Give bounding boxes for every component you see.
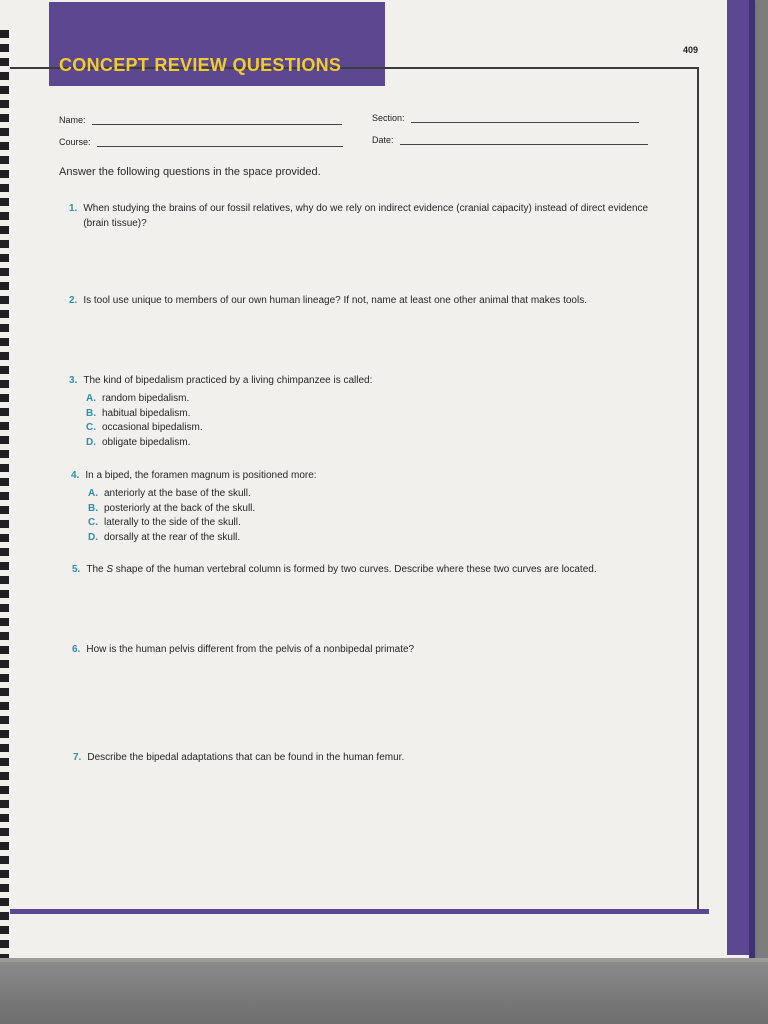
question-text: Is tool use unique to members of our own human lineage? If not, name at least one other animal that makes tools. bbox=[83, 295, 587, 306]
section-label: Section: bbox=[372, 113, 405, 123]
course-label: Course: bbox=[59, 137, 91, 147]
option-c[interactable] bbox=[86, 421, 669, 436]
page-title: CONCEPT REVIEW QUESTIONS bbox=[59, 55, 342, 75]
option-text: laterally to the side of the skull. bbox=[104, 517, 241, 528]
option-b[interactable] bbox=[88, 502, 671, 517]
right-accent-bar-edge bbox=[749, 0, 755, 962]
date-line[interactable] bbox=[400, 144, 648, 145]
question-text: The kind of bipedalism practiced by a living chimpanzee is called: bbox=[83, 375, 373, 386]
question-number: 5. bbox=[72, 564, 81, 575]
option-d[interactable] bbox=[88, 531, 671, 546]
question-7 bbox=[73, 750, 673, 765]
question-number: 7. bbox=[73, 752, 82, 763]
question-text: How is the human pelvis different from the pelvis of a nonbipedal primate? bbox=[86, 644, 415, 655]
question-number: 3. bbox=[69, 375, 78, 386]
option-letter: B. bbox=[88, 502, 98, 514]
answer-options bbox=[86, 392, 669, 450]
spiral-binding bbox=[0, 30, 9, 960]
date-field[interactable] bbox=[372, 135, 648, 145]
option-letter: D. bbox=[88, 531, 98, 543]
question-6 bbox=[72, 642, 672, 657]
option-a[interactable] bbox=[88, 487, 671, 502]
option-c[interactable] bbox=[88, 516, 671, 531]
option-letter: A. bbox=[86, 393, 96, 404]
option-letter: C. bbox=[86, 422, 96, 433]
option-letter: D. bbox=[86, 436, 96, 448]
date-label: Date: bbox=[372, 135, 394, 145]
option-text: obligate bipedalism. bbox=[102, 436, 191, 448]
question-number: 6. bbox=[72, 644, 81, 655]
question-text: Describe the bipedal adaptations that can be found in the human femur. bbox=[87, 752, 405, 763]
question-text-end: shape of the human vertebral column is formed by two curves. Describe where these two curves are located. bbox=[113, 564, 597, 575]
question-text: In a biped, the foramen magnum is positioned more: bbox=[85, 470, 317, 481]
option-text: dorsally at the rear of the skull. bbox=[104, 531, 241, 543]
question-3 bbox=[69, 373, 669, 450]
course-line[interactable] bbox=[97, 146, 343, 147]
instructions: Answer the following questions in the space provided. bbox=[59, 166, 321, 178]
question-text-italic: S bbox=[106, 564, 114, 575]
course-field[interactable] bbox=[59, 137, 343, 147]
section-field[interactable] bbox=[372, 113, 639, 123]
option-text: posteriorly at the back of the skull. bbox=[104, 502, 256, 514]
question-5 bbox=[72, 562, 692, 577]
option-text: anteriorly at the base of the skull. bbox=[104, 488, 251, 499]
name-line[interactable] bbox=[92, 124, 342, 125]
option-a[interactable] bbox=[86, 392, 669, 407]
question-number: 4. bbox=[71, 470, 80, 481]
option-text: habitual bipedalism. bbox=[102, 407, 191, 419]
question-text: When studying the brains of our fossil relatives, why do we rely on indirect evidence (cranial capacity) instead of direct evidence (brain tissue)? bbox=[83, 203, 649, 229]
background-surface bbox=[0, 962, 768, 1024]
name-field[interactable] bbox=[59, 115, 342, 125]
option-letter: A. bbox=[88, 488, 98, 499]
option-text: occasional bipedalism. bbox=[102, 422, 203, 433]
name-label: Name: bbox=[59, 115, 86, 125]
option-text: random bipedalism. bbox=[102, 393, 190, 404]
frame-right-rule bbox=[697, 68, 699, 913]
option-letter: C. bbox=[88, 517, 98, 528]
option-letter: B. bbox=[86, 407, 96, 419]
frame-bottom-rule bbox=[10, 909, 709, 914]
page-number: 409 bbox=[683, 45, 699, 55]
question-number: 2. bbox=[69, 295, 78, 306]
question-1 bbox=[69, 201, 674, 231]
question-text-start: The bbox=[86, 564, 107, 575]
question-4 bbox=[71, 468, 671, 545]
option-d[interactable] bbox=[86, 436, 669, 451]
question-number: 1. bbox=[69, 203, 78, 214]
section-line[interactable] bbox=[411, 122, 639, 123]
answer-options bbox=[88, 487, 671, 545]
option-b[interactable] bbox=[86, 407, 669, 422]
question-2 bbox=[69, 293, 689, 308]
